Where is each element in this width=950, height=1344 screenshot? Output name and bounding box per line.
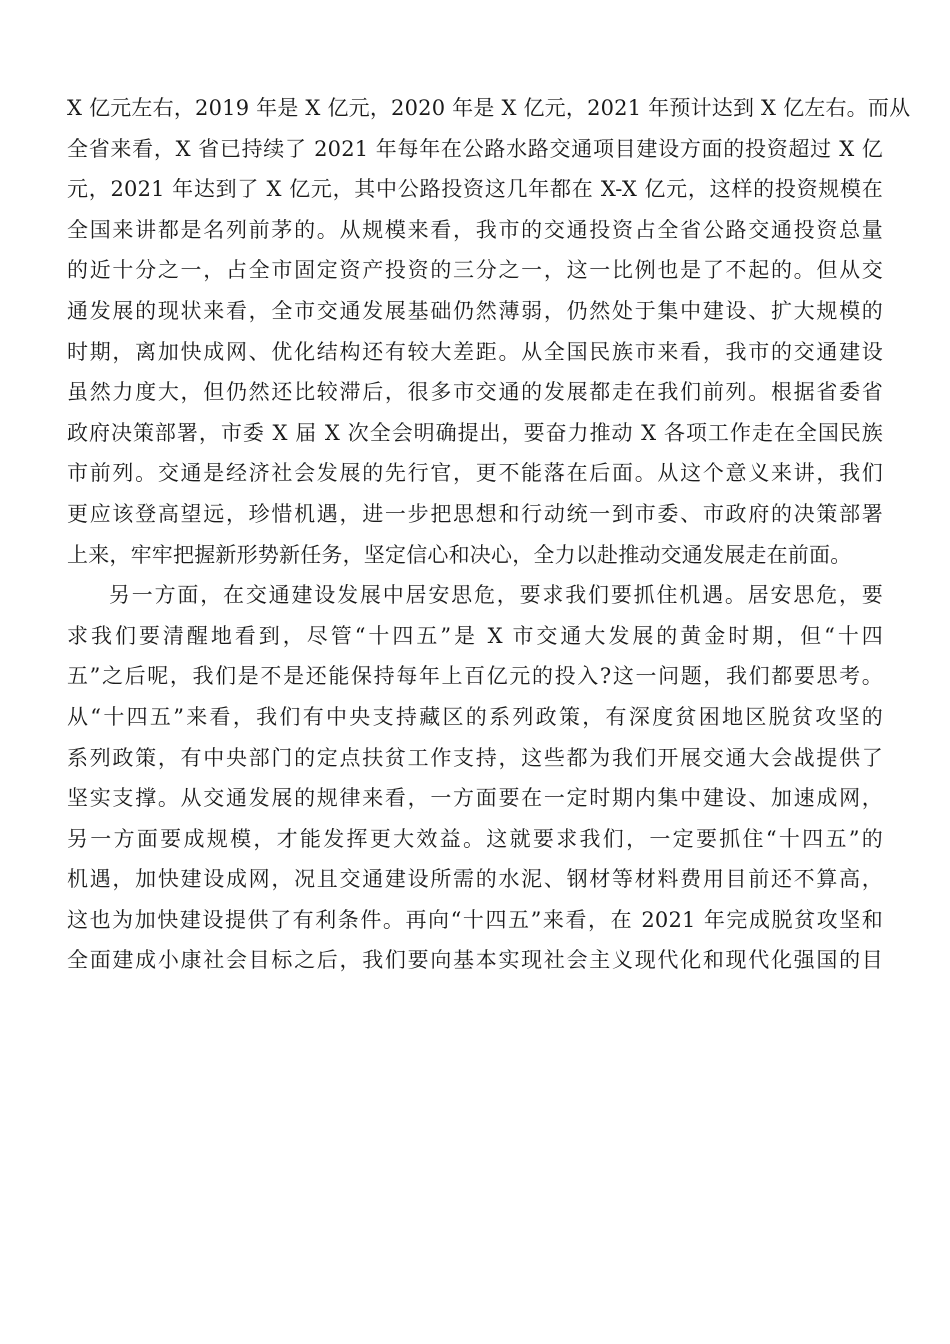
text-line: 系列政策，有中央部门的定点扶贫工作支持，这些都为我们开展交通大会战提供了 [67, 745, 883, 770]
text-line: 这也为加快建设提供了有利条件。再向“十四五”来看，在 2021 年完成脱贫攻坚和 [67, 907, 883, 932]
text-line: 全国来讲都是名列前茅的。从规模来看，我市的交通投资占全省公路交通投资总量 [67, 217, 883, 242]
text-line: 另一方面，在交通建设发展中居安思危，要求我们要抓住机遇。居安思危，要 [109, 583, 883, 608]
text-line: 五”之后呢，我们是不是还能保持每年上百亿元的投入?这一问题，我们都要思考。 [67, 664, 883, 689]
text-line: 另一方面要成规模，才能发挥更大效益。这就要求我们，一定要抓住“十四五”的 [67, 826, 883, 851]
text-line: X 亿元左右，2019 年是 X 亿元，2020 年是 X 亿元，2021 年预计达到 X 亿左右。而从 [67, 96, 911, 120]
text-line: 机遇，加快建设成网，况且交通建设所需的水泥、钢材等材料费用目前还不算高， [67, 867, 883, 892]
text-line: 元，2021 年达到了 X 亿元，其中公路投资这几年都在 X-X 亿元，这样的投资规模在 [67, 177, 883, 202]
text-line: 虽然力度大，但仍然还比较滞后，很多市交通的发展都走在我们前列。根据省委省 [67, 380, 883, 405]
paragraph-2 [67, 575, 883, 981]
document-body [67, 88, 911, 981]
text-line: 上来，牢牢把握新形势新任务，坚定信心和决心，全力以赴推动交通发展走在前面。 [67, 542, 852, 567]
text-line: 的近十分之一，占全市固定资产投资的三分之一，这一比例也是了不起的。但从交 [67, 258, 883, 283]
text-line: 政府决策部署，市委 X 届 X 次全会明确提出，要奋力推动 X 各项工作走在全国民族 [67, 420, 883, 445]
text-line: 通发展的现状来看，全市交通发展基础仍然薄弱，仍然处于集中建设、扩大规模的 [67, 298, 883, 323]
text-line: 时期，离加快成网、优化结构还有较大差距。从全国民族市来看，我市的交通建设 [67, 339, 883, 364]
text-line: 全省来看，X 省已持续了 2021 年每年在公路水路交通项目建设方面的投资超过 X 亿 [67, 136, 883, 161]
text-line: 求我们要清醒地看到，尽管“十四五”是 X 市交通大发展的黄金时期，但“十四 [67, 623, 883, 648]
text-line: 从“十四五”来看，我们有中央支持藏区的系列政策，有深度贫困地区脱贫攻坚的 [67, 704, 883, 729]
text-line: 全面建成小康社会目标之后，我们要向基本实现社会主义现代化和现代化强国的目 [67, 948, 883, 973]
text-line: 市前列。交通是经济社会发展的先行官，更不能落在后面。从这个意义来讲，我们 [67, 461, 883, 486]
text-line: 坚实支撑。从交通发展的规律来看，一方面要在一定时期内集中建设、加速成网， [67, 786, 883, 811]
text-line: 更应该登高望远，珍惜机遇，进一步把思想和行动统一到市委、市政府的决策部署 [67, 501, 883, 526]
paragraph-1 [67, 88, 911, 575]
